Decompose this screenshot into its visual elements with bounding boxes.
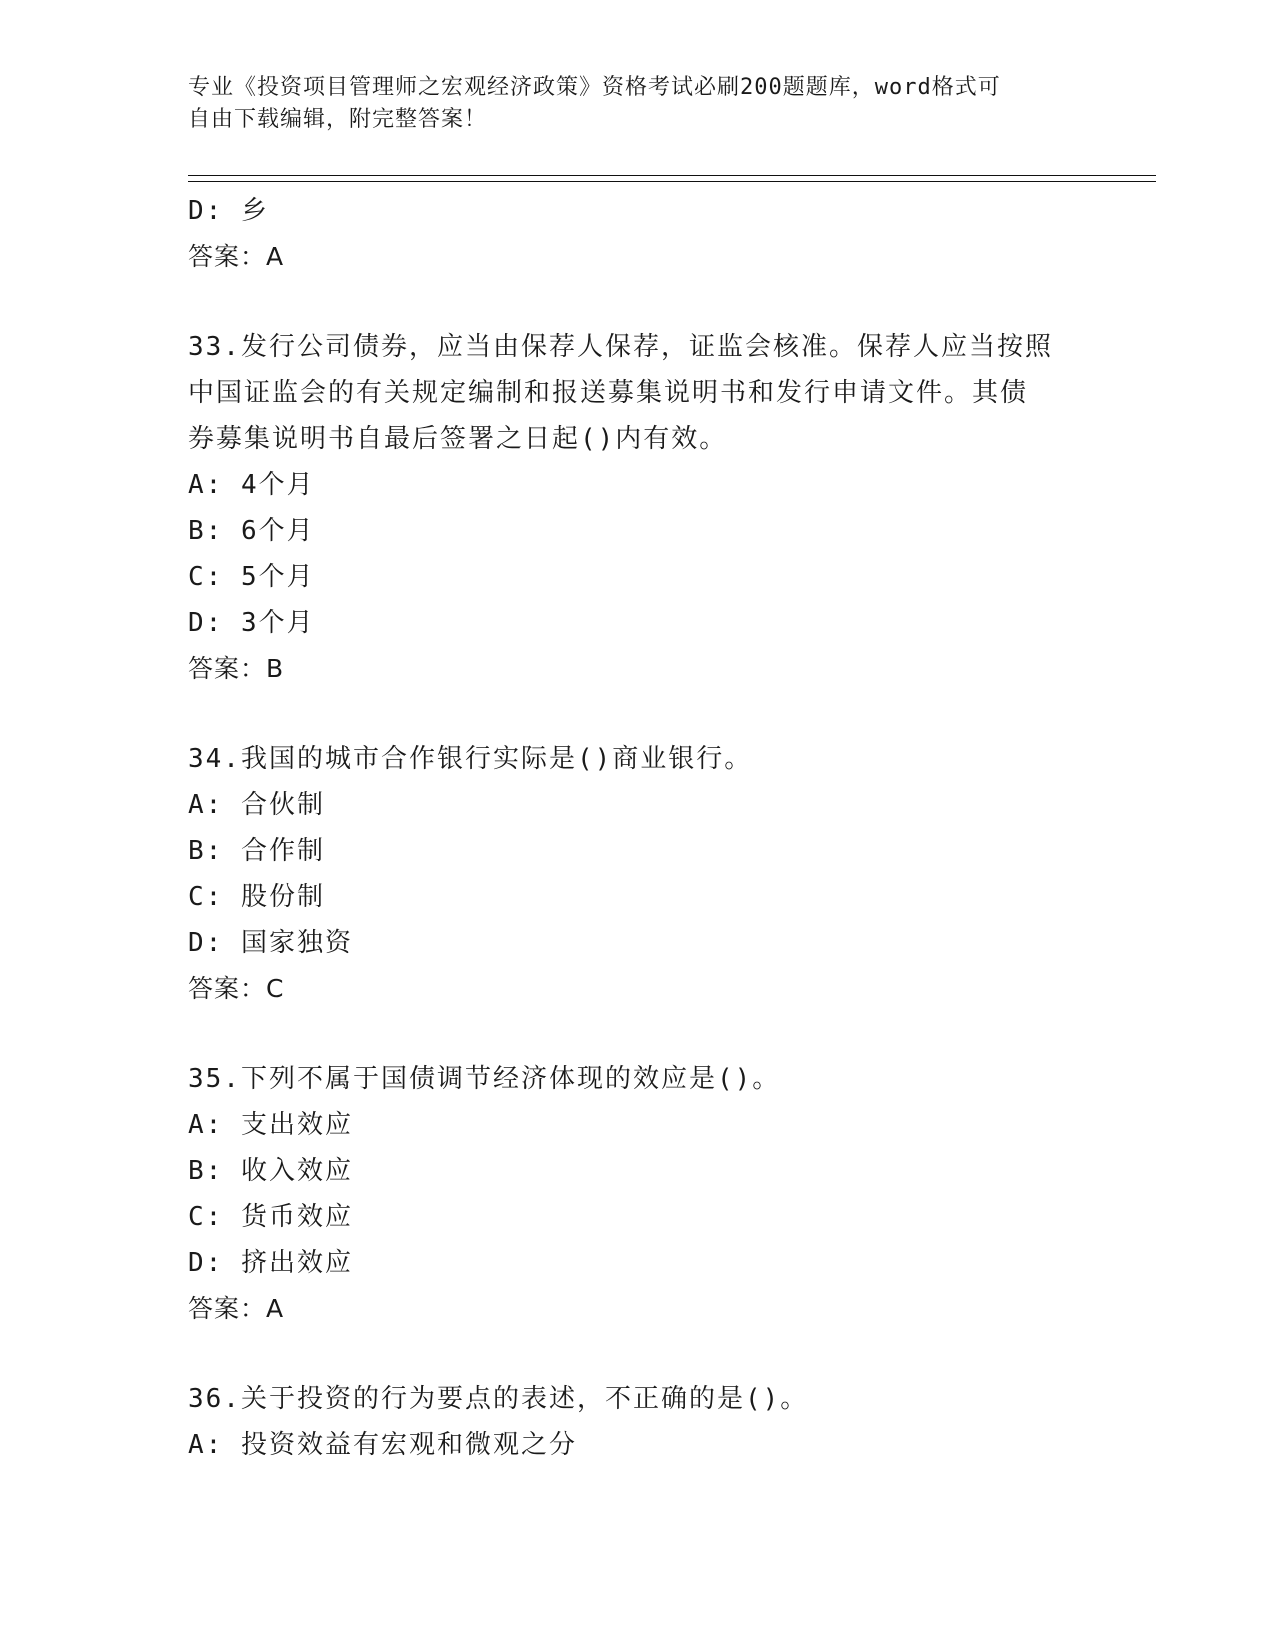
question-35 bbox=[188, 1056, 1088, 1332]
question-33-option-a: A: 4个月 bbox=[188, 470, 315, 500]
question-34-option-b: B: 合作制 bbox=[188, 836, 325, 866]
question-34 bbox=[188, 736, 1088, 1012]
question-36-line-1: 36.关于投资的行为要点的表述，不正确的是()。 bbox=[188, 1384, 809, 1414]
header-line-1: 专业《投资项目管理师之宏观经济政策》资格考试必刷200题题库，word格式可 bbox=[188, 75, 1001, 100]
question-34-option-d: D: 国家独资 bbox=[188, 928, 353, 958]
header-rule-bottom bbox=[188, 181, 1156, 182]
question-33-line-3: 券募集说明书自最后签署之日起()内有效。 bbox=[188, 424, 728, 454]
question-34-option-a: A: 合伙制 bbox=[188, 790, 325, 820]
question-35-option-c: C: 货币效应 bbox=[188, 1202, 353, 1232]
question-35-answer: 答案：A bbox=[188, 1294, 285, 1323]
question-36-option-a: A: 投资效益有宏观和微观之分 bbox=[188, 1430, 577, 1460]
question-33-answer: 答案：B bbox=[188, 654, 285, 683]
question-34-answer: 答案：C bbox=[188, 974, 285, 1003]
prev-option-d: D: 乡 bbox=[188, 196, 269, 226]
question-34-option-c: C: 股份制 bbox=[188, 882, 325, 912]
question-35-line-1: 35.下列不属于国债调节经济体现的效应是()。 bbox=[188, 1064, 781, 1094]
question-36 bbox=[188, 1376, 1088, 1468]
question-34-line-1: 34.我国的城市合作银行实际是()商业银行。 bbox=[188, 744, 753, 774]
header-rule-top bbox=[188, 175, 1156, 176]
question-33-line-2: 中国证监会的有关规定编制和报送募集说明书和发行申请文件。其债 bbox=[188, 378, 1029, 408]
question-35-option-a: A: 支出效应 bbox=[188, 1110, 353, 1140]
question-35-option-b: B: 收入效应 bbox=[188, 1156, 353, 1186]
document-header bbox=[188, 72, 1088, 136]
question-33 bbox=[188, 324, 1088, 692]
question-35-option-d: D: 挤出效应 bbox=[188, 1248, 353, 1278]
prev-answer: 答案：A bbox=[188, 242, 285, 271]
question-33-line-1: 33.发行公司债券，应当由保荐人保荐，证监会核准。保荐人应当按照 bbox=[188, 332, 1053, 362]
question-33-option-b: B: 6个月 bbox=[188, 516, 315, 546]
header-line-2: 自由下载编辑，附完整答案！ bbox=[188, 107, 488, 132]
question-33-option-d: D: 3个月 bbox=[188, 608, 315, 638]
question-33-option-c: C: 5个月 bbox=[188, 562, 315, 592]
question-list bbox=[188, 188, 1088, 1468]
